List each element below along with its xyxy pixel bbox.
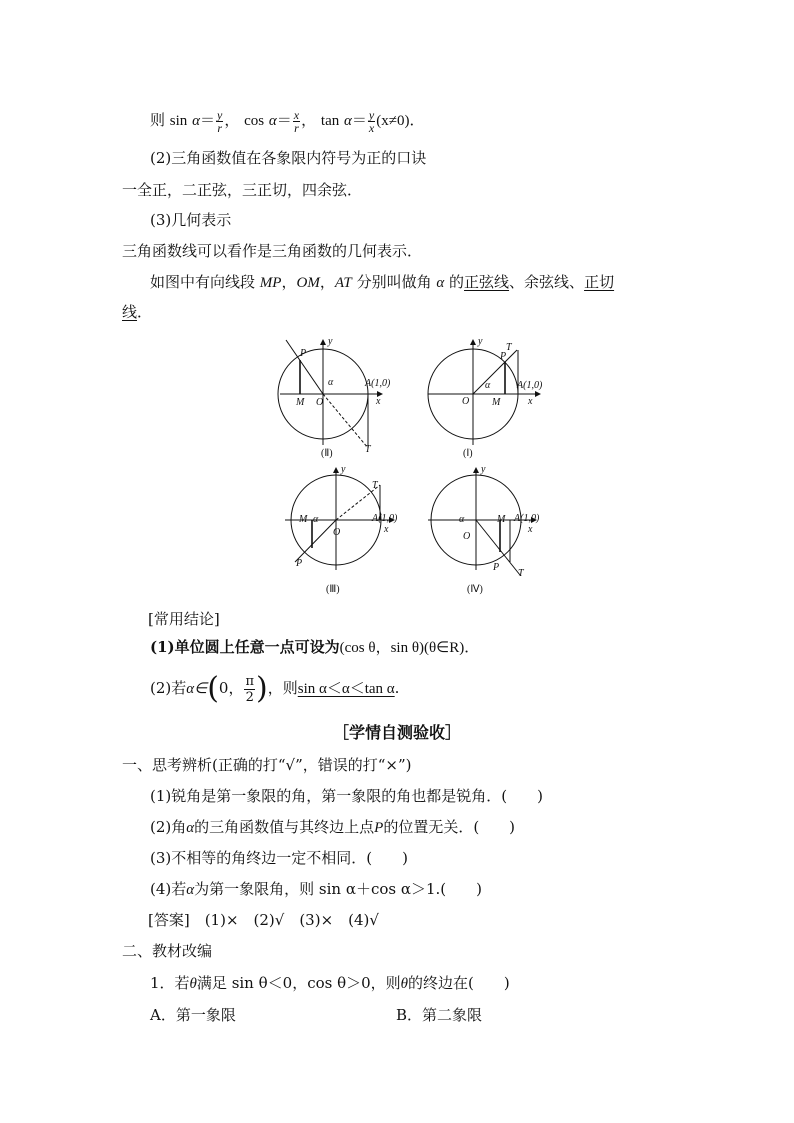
label-a: A(1,0): [517, 380, 543, 391]
text-segment: (4)若: [150, 880, 187, 898]
text-segment: 满足 sin θ＜0，cos θ＞0，则: [196, 974, 401, 992]
sine-line-term: 正弦线: [464, 273, 510, 291]
period: .: [394, 679, 400, 697]
part1-title: 一、思考辨析(正确的打“√”，错误的打“×”): [122, 756, 412, 774]
label-alpha: α: [313, 514, 319, 525]
denominator: 2: [245, 689, 254, 705]
option-b: B．第二象限: [396, 1006, 483, 1024]
section-heading: ［学情自测验收］: [332, 723, 461, 742]
cos-label: cos: [244, 113, 265, 129]
text-segment: 如图中有向线段: [150, 273, 256, 291]
question-2: [150, 817, 515, 838]
label-y: y: [341, 464, 346, 475]
text-segment: 的终边在( ): [408, 974, 510, 992]
equals-sign: ＝: [199, 111, 215, 129]
label-p: P: [500, 351, 507, 362]
segment-at: AT: [334, 275, 352, 291]
tan-label: tan: [320, 113, 340, 129]
label-x: x: [376, 396, 381, 407]
trig-lines-sentence: [150, 272, 614, 293]
text-segment: 的位置无关．( ): [383, 818, 516, 836]
numerator: y: [368, 107, 375, 122]
conclusion-2: [150, 668, 399, 708]
denominator: x: [368, 120, 375, 135]
equals-sign: ＝: [351, 111, 367, 129]
label-m: M: [299, 514, 308, 525]
figure-caption: (Ⅳ): [467, 584, 483, 595]
condition-text: (x≠0)．: [376, 113, 425, 129]
label-alpha: α: [459, 514, 465, 525]
label-m: M: [492, 397, 501, 408]
question-3: (3)不相等的角终边一定不相同．( ): [150, 849, 408, 867]
denominator: r: [217, 120, 222, 135]
option-a: A．第一象限: [150, 1006, 236, 1024]
period: ．: [137, 303, 153, 321]
tangent-line-term-cont: 线: [122, 303, 138, 321]
equals-sign: ＝: [276, 111, 292, 129]
question-4: [150, 879, 482, 900]
text-segment: 为第一象限角，则 sin α＋cos α＞1.( ): [194, 880, 482, 898]
label-p: P: [296, 558, 303, 569]
text-segment: 1．若: [150, 974, 190, 992]
fraction-y-over-x: [368, 109, 375, 134]
text-segment: 的三角函数值与其终边上点: [194, 818, 375, 836]
label-t: T: [518, 568, 524, 579]
label-y: y: [481, 464, 486, 475]
conclusions-title: [常用结论]: [148, 610, 220, 628]
sin-label: sin: [169, 113, 188, 129]
text-segment: 、余弦线、: [509, 273, 585, 291]
sign-rule-heading: (2)三角函数值在各象限内符号为正的口诀: [150, 149, 427, 167]
label-o: O: [463, 531, 471, 542]
label-y: y: [328, 336, 333, 347]
comma: ，: [224, 111, 240, 129]
open-paren: (: [207, 671, 219, 706]
label-m: M: [296, 397, 305, 408]
conclusion-1-text: (1)单位圆上任意一点可设为: [150, 638, 340, 656]
figure-caption: (Ⅰ): [463, 448, 473, 459]
comma: ，: [281, 273, 297, 291]
segment-mp: MP: [259, 275, 282, 291]
alpha-symbol: α: [344, 113, 352, 129]
close-paren: ): [256, 671, 268, 706]
label-t: T: [365, 444, 371, 455]
tangent-line-term: 正切: [584, 273, 615, 291]
text-segment: (2)角: [150, 818, 187, 836]
inequality: sin α＜α＜tan α: [297, 681, 395, 697]
label-x: x: [528, 524, 533, 535]
segment-om: OM: [296, 275, 320, 291]
label-alpha: α: [485, 380, 491, 391]
numerator: x: [293, 107, 300, 122]
figure-quadrant-1: [428, 340, 540, 445]
theta-symbol: θ: [189, 976, 197, 992]
text-segment: 分别叫做角: [356, 273, 432, 291]
label-o: O: [333, 527, 341, 538]
conclusion-2-text: (2)若: [150, 679, 187, 697]
text-ze: 则: [150, 111, 166, 129]
label-o: O: [316, 397, 324, 408]
conclusion-1: [150, 637, 479, 658]
label-a: A(1,0): [365, 378, 391, 389]
then-text: ，则: [267, 679, 298, 697]
label-y: y: [478, 336, 483, 347]
alpha-symbol: α: [192, 113, 200, 129]
unit-circle-figures: [0, 330, 794, 610]
alpha-symbol: α: [186, 820, 195, 836]
label-t: T: [506, 342, 512, 353]
exercise-1: [150, 973, 510, 994]
trig-definitions-line: [150, 103, 424, 137]
label-a: A(1,0): [514, 513, 540, 524]
figure-caption: (Ⅱ): [321, 448, 333, 459]
label-p: P: [300, 348, 307, 359]
alpha-symbol: α: [186, 882, 195, 898]
numerator: y: [216, 107, 223, 122]
numerator: π: [245, 673, 255, 689]
figure-quadrant-2: [278, 340, 382, 448]
label-o: O: [462, 396, 470, 407]
label-alpha: α: [328, 377, 334, 388]
geometric-heading: (3)几何表示: [150, 211, 232, 229]
fraction-x-over-r: [293, 109, 300, 134]
geometric-intro: 三角函数线可以看作是三角函数的几何表示．: [122, 242, 423, 260]
comma: ，: [319, 273, 335, 291]
question-1: (1)锐角是第一象限的角，第一象限的角也都是锐角．( ): [150, 787, 543, 805]
label-x: x: [528, 396, 533, 407]
alpha-symbol: α: [436, 275, 445, 291]
denominator: r: [294, 120, 299, 135]
part2-title: 二、教材改编: [122, 942, 213, 960]
label-t: T: [372, 480, 378, 491]
alpha-symbol: α: [268, 113, 277, 129]
trig-lines-sentence-cont: [122, 302, 152, 322]
fraction-pi-over-2: [244, 674, 255, 705]
label-m: M: [497, 514, 506, 525]
conclusion-1-formula: (cos θ，sin θ)(θ∈R)．: [339, 640, 480, 656]
figure-caption: (Ⅲ): [326, 584, 340, 595]
sign-rule-mnemonic: 一全正，二正弦，三正切，四余弦．: [122, 181, 363, 199]
interval-start: 0，: [218, 679, 244, 697]
alpha-in: α∈: [186, 681, 208, 697]
label-x: x: [384, 524, 389, 535]
fraction-y-over-r: [216, 109, 223, 134]
label-a: A(1,0): [372, 513, 398, 524]
comma: ，: [301, 111, 317, 129]
theta-symbol: θ: [400, 976, 409, 992]
label-p: P: [493, 562, 500, 573]
point-p: P: [374, 820, 384, 836]
text-segment: 的: [449, 273, 465, 291]
answer-line: [答案] (1)× (2)√ (3)× (4)√: [148, 911, 379, 929]
